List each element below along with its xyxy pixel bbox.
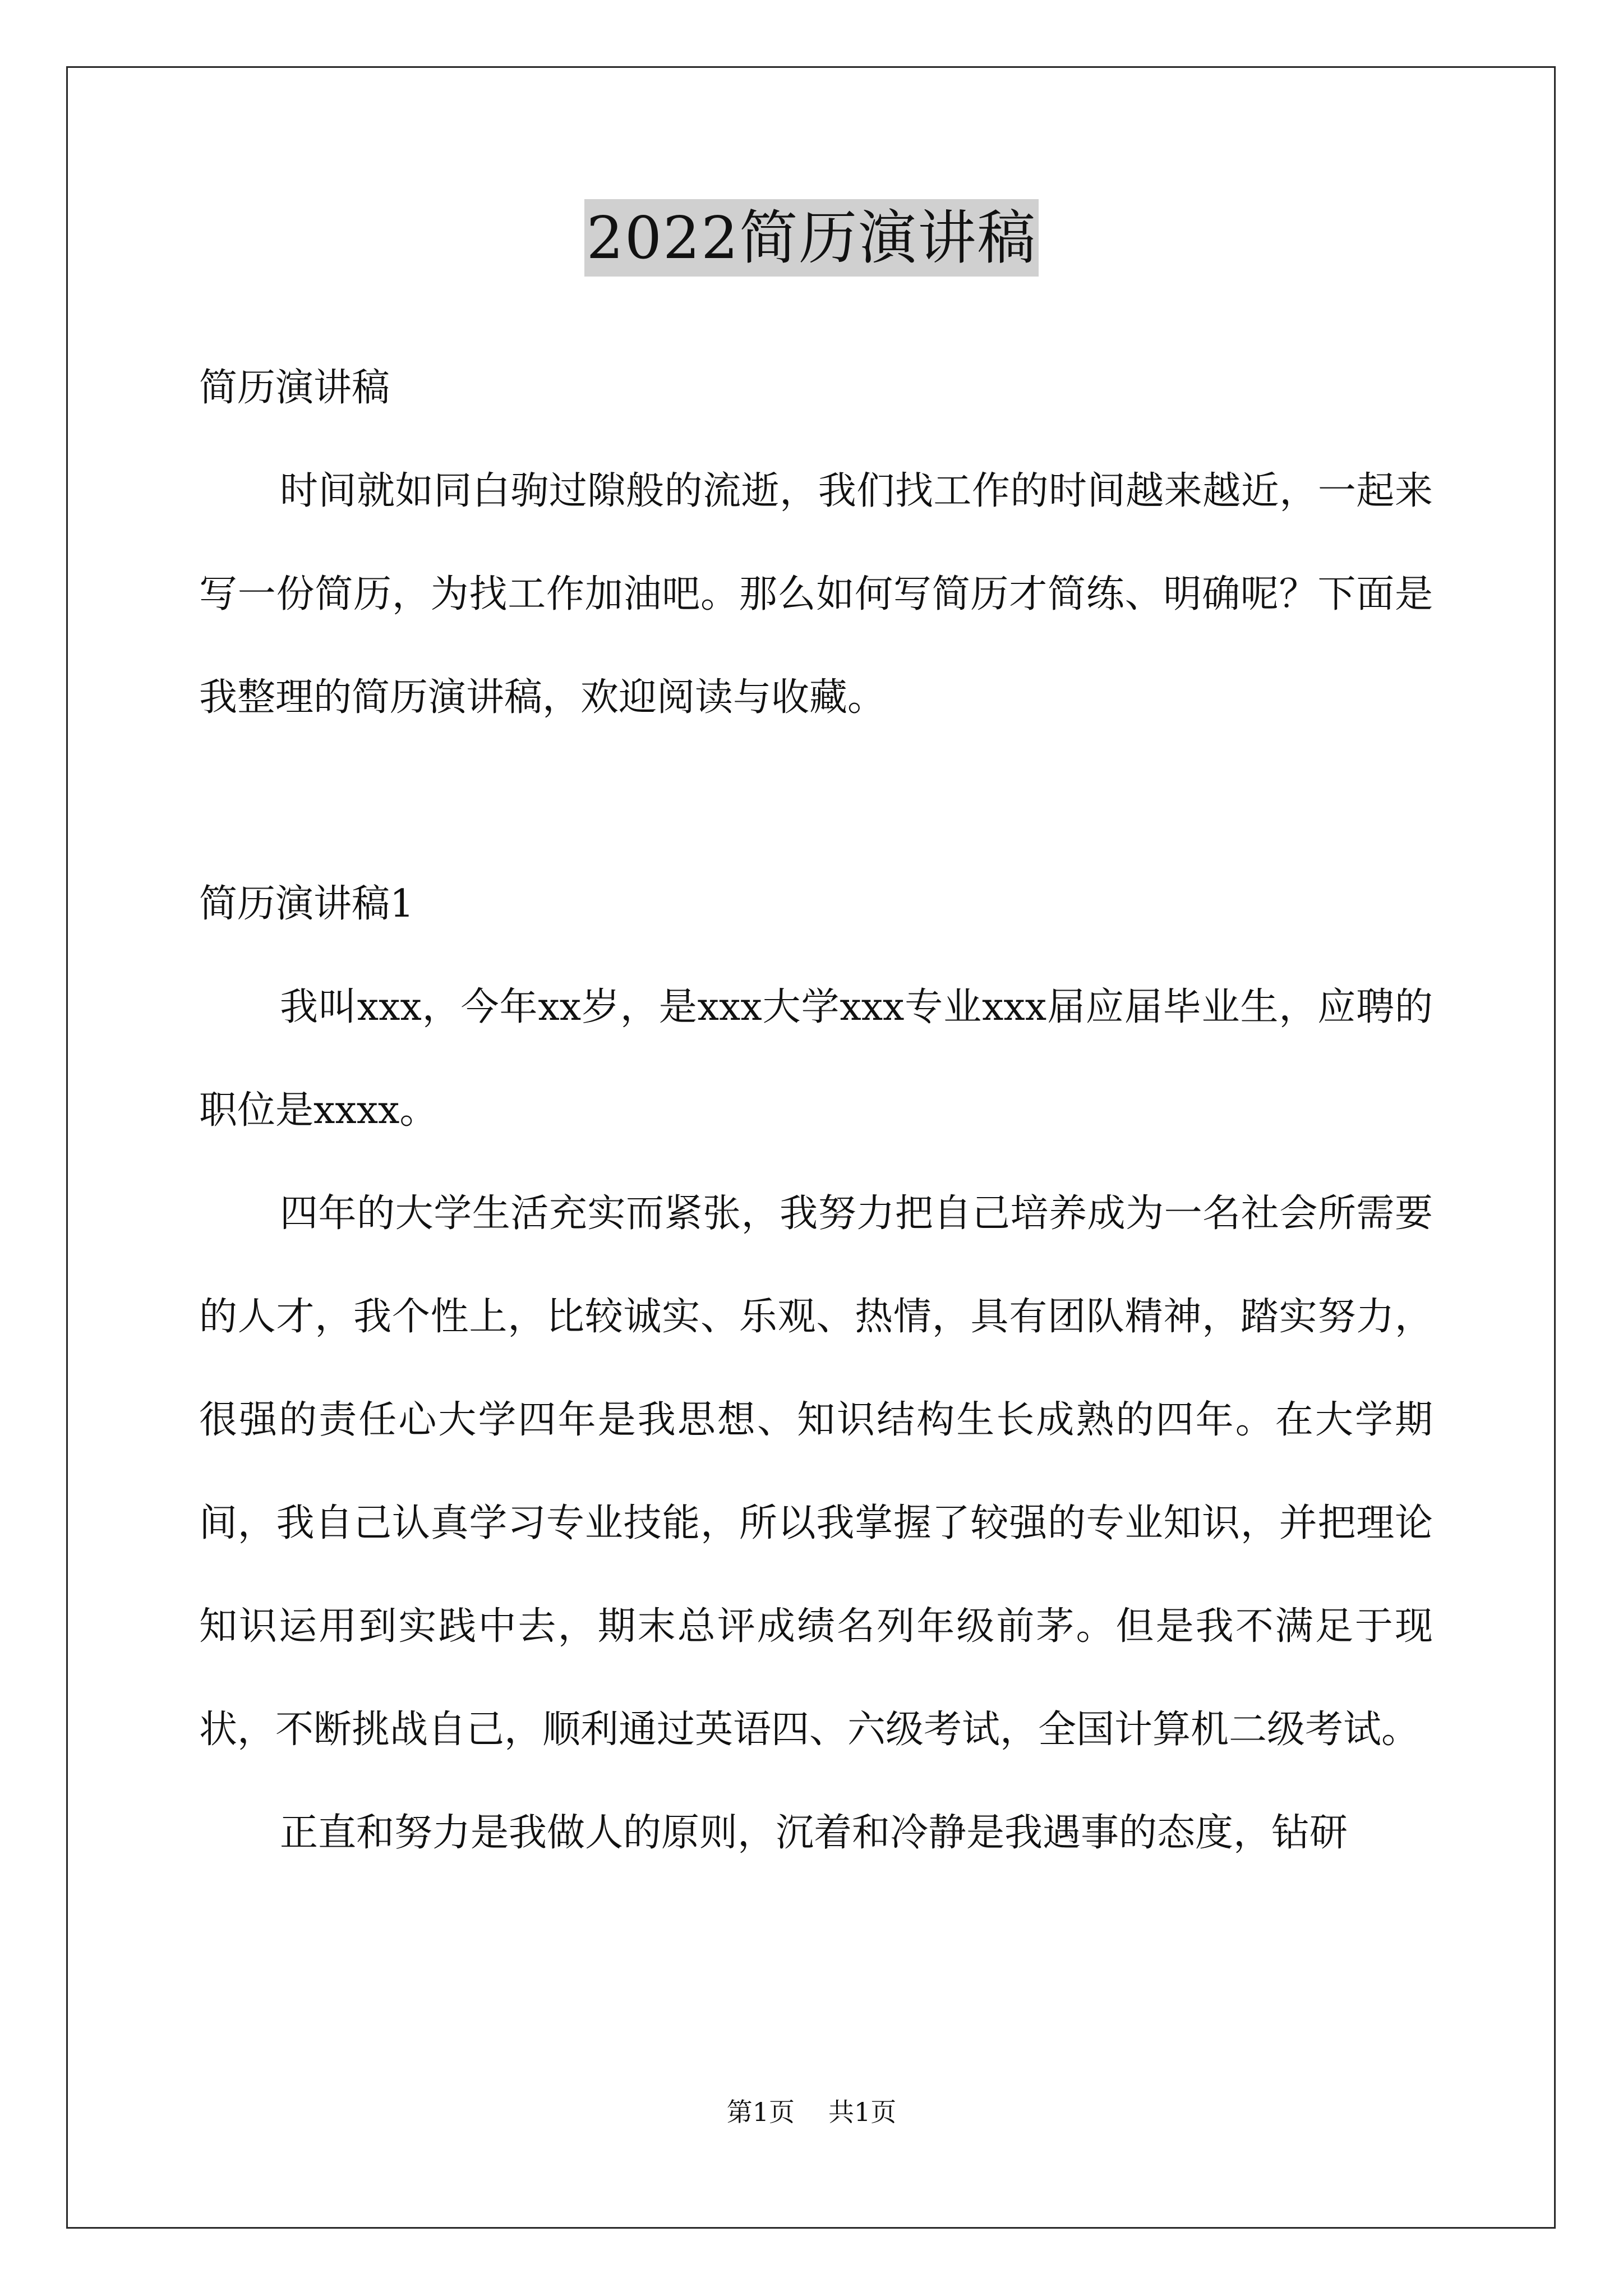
page-footer: [0, 2095, 1623, 2129]
title-container: [0, 199, 1623, 277]
body-paragraph-2: 四年的大学生活充实而紧张，我努力把自己培养成为一名社会所需要的人才，我个性上，比较诚实、乐观、热情，具有团队精神，踏实努力，很强的责任心大学四年是我思想、知识结构生长成熟的四年。在大学期间，我自己认真学习专业技能，所以我掌握了较强的专业知识，并把理论知识运用到实践中去，期末总评成绩名列年级前茅。但是我不满足于现状，不断挑战自己，顺利通过英语四、六级考试，全国计算机二级考试。: [199, 1191, 1433, 1752]
document-body: [199, 337, 1433, 1885]
document-subtitle: 简历演讲稿: [199, 366, 390, 410]
section-heading: 简历演讲稿1: [199, 882, 414, 926]
page-number: 第1页: [726, 2097, 795, 2127]
body-paragraph-3: 正直和努力是我做人的原则，沉着和冷静是我遇事的态度，钻研: [280, 1811, 1348, 1855]
page-total: 共1页: [828, 2097, 897, 2127]
paragraph-gap: [199, 749, 1433, 853]
intro-paragraph: 时间就如同白驹过隙般的流逝，我们找工作的时间越来越近，一起来写一份简历，为找工作加油吧。那么如何写简历才简练、明确呢？下面是我整理的简历演讲稿，欢迎阅读与收藏。: [199, 469, 1433, 720]
body-paragraph-1: 我叫xxx，今年xx岁，是xxx大学xxx专业xxx届应届毕业生，应聘的职位是xxxx。: [199, 985, 1433, 1133]
document-title: 2022简历演讲稿: [584, 199, 1039, 277]
